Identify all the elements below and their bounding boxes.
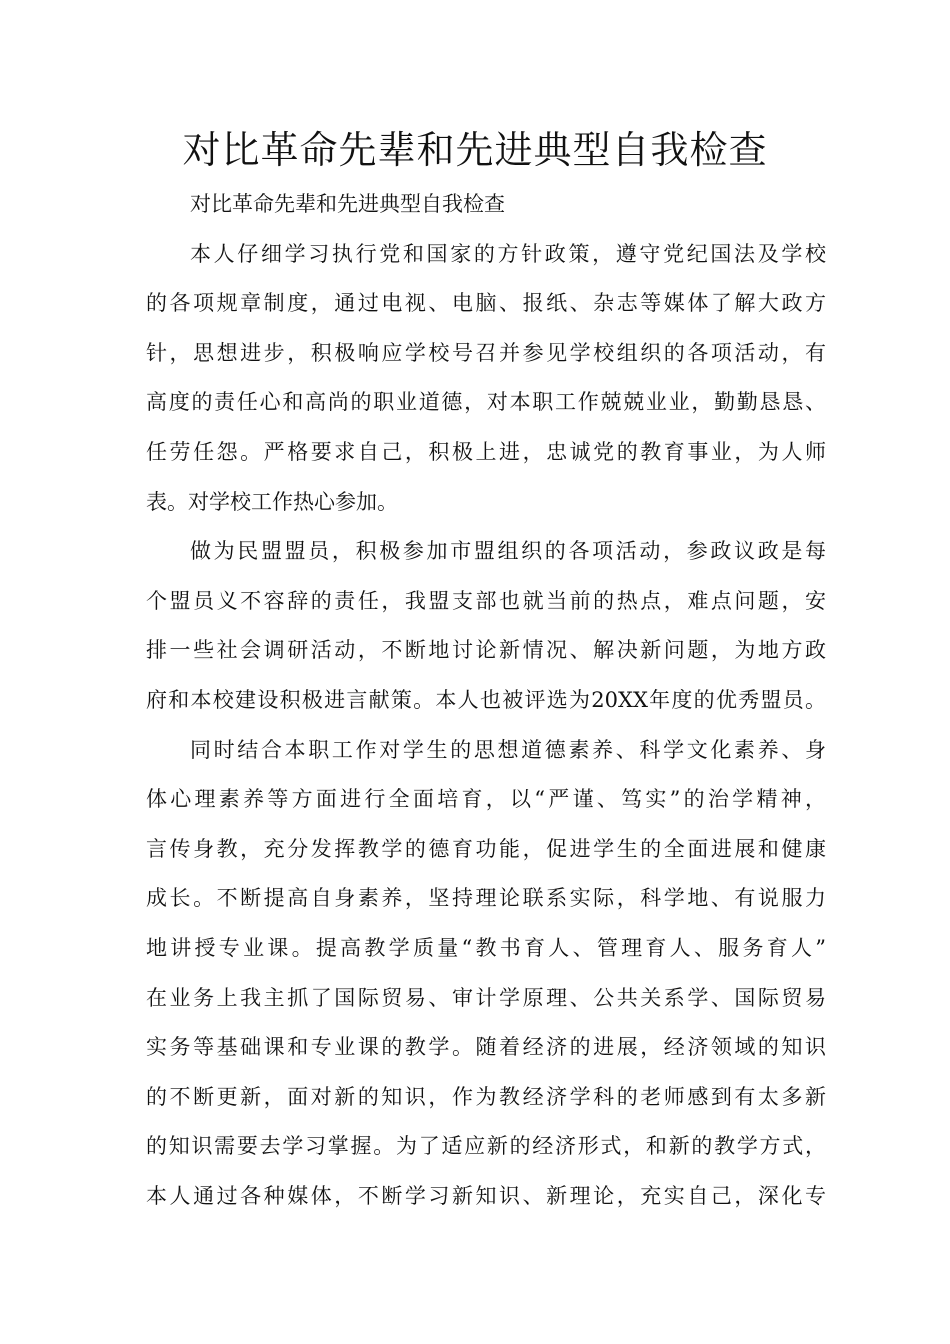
paragraph-line: 排一些社会调研活动，不断地讨论新情况、解决新问题，为地方政 [146, 638, 826, 663]
paragraph-line: 实务等基础课和专业课的教学。随着经济的进展，经济领域的知识 [146, 1035, 826, 1060]
paragraph-line: 本人仔细学习执行党和国家的方针政策，遵守党纪国法及学校 [190, 241, 826, 266]
paragraph-line: 做为民盟盟员，积极参加市盟组织的各项活动，参政议政是每 [190, 539, 826, 564]
paragraph-line: 表。对学校工作热心参加。 [146, 489, 398, 514]
paragraph-line: 针，思想进步，积极响应学校号召并参见学校组织的各项活动，有 [146, 340, 826, 365]
paragraph-line: 体心理素养等方面进行全面培育，以“严谨、笃实”的治学精神， [146, 787, 826, 812]
paragraph-line: 地讲授专业课。提高教学质量“教书育人、管理育人、服务育人” [146, 935, 826, 960]
paragraph-line: 成长。不断提高自身素养，坚持理论联系实际，科学地、有说服力 [146, 886, 826, 911]
paragraph-line: 同时结合本职工作对学生的思想道德素养、科学文化素养、身 [190, 737, 826, 762]
paragraph-line: 高度的责任心和高尚的职业道德，对本职工作兢兢业业，勤勤恳恳、 [146, 390, 826, 415]
paragraph-line: 本人通过各种媒体，不断学习新知识、新理论，充实自己，深化专 [146, 1183, 826, 1208]
paragraph-line: 言传身教，充分发挥教学的德育功能，促进学生的全面进展和健康 [146, 836, 826, 861]
paragraph-line: 个盟员义不容辞的责任，我盟支部也就当前的热点，难点问题，安 [146, 588, 826, 613]
document-title: 对比革命先辈和先进典型自我检查 [182, 128, 768, 172]
paragraph-line: 的知识需要去学习掌握。为了适应新的经济形式，和新的教学方式， [146, 1134, 826, 1159]
document-subtitle: 对比革命先辈和先进典型自我检查 [190, 192, 505, 216]
paragraph-line: 的各项规章制度，通过电视、电脑、报纸、杂志等媒体了解大政方 [146, 291, 826, 316]
paragraph-line: 在业务上我主抓了国际贸易、审计学原理、公共关系学、国际贸易 [146, 985, 826, 1010]
paragraph-line: 任劳任怨。严格要求自己，积极上进，忠诚党的教育事业，为人师 [146, 439, 826, 464]
document-body [146, 180, 826, 1221]
paragraph-line: 府和本校建设积极进言献策。本人也被评选为20XX年度的优秀盟员。 [146, 687, 826, 712]
paragraph-line: 的不断更新，面对新的知识，作为教经济学科的老师感到有太多新 [146, 1084, 826, 1109]
